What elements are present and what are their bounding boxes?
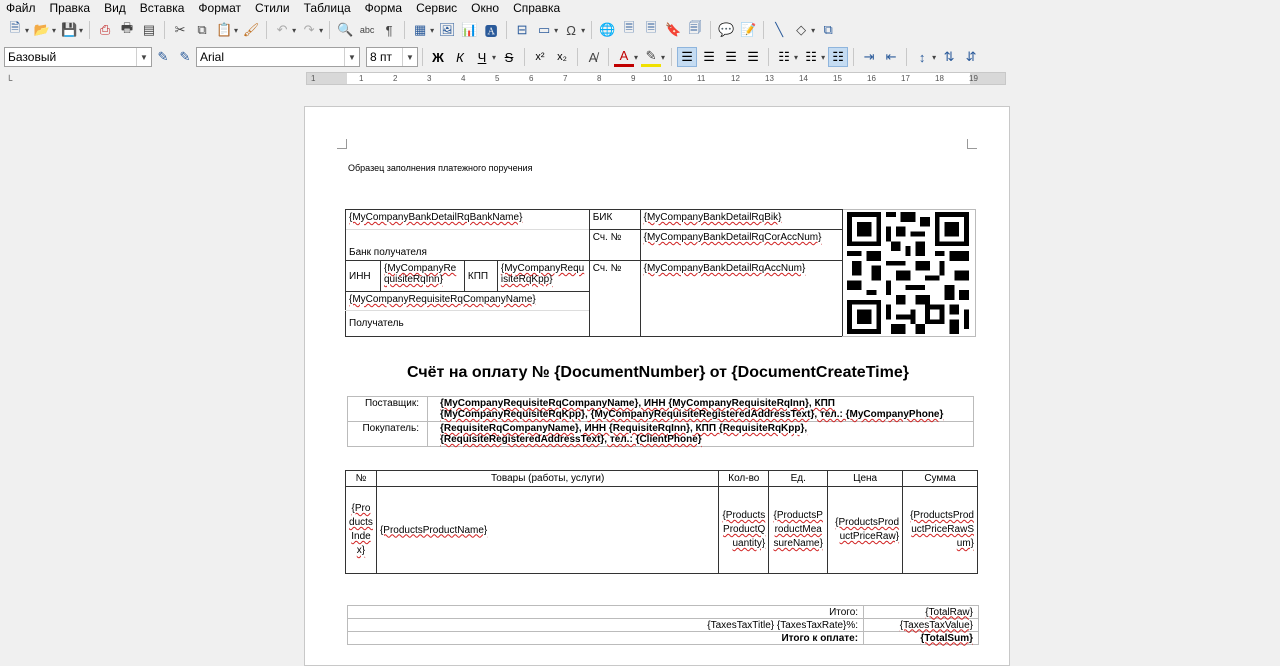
track-changes-icon[interactable]: 📝	[740, 22, 757, 37]
goods-header-number: №	[346, 471, 377, 487]
goods-index: {ProductsIndex}	[349, 503, 373, 556]
print-icon[interactable]: 🖶	[120, 20, 134, 35]
separator	[763, 21, 764, 39]
goods-quantity: {ProductsProductQuantity}	[722, 510, 766, 549]
ruler-tick: 19	[969, 74, 978, 83]
insert-field-icon[interactable]: ▭	[537, 22, 551, 37]
acc-label: Сч. №	[589, 261, 640, 337]
font-size-value: 8 пт	[370, 50, 393, 64]
pay-label: Итого к оплате:	[348, 632, 864, 645]
margin-corner	[337, 139, 347, 149]
kpp-label: КПП	[464, 261, 497, 292]
ruler-tick: 7	[563, 74, 568, 83]
pay-value: {TotalSum}	[920, 632, 973, 644]
goods-sum-cell	[903, 487, 978, 574]
buyer-label: Покупатель:	[348, 422, 428, 447]
tab-stop-icon[interactable]: └	[6, 75, 13, 85]
kpp-value: {MyCompanyRequisiteRqKpp}	[500, 263, 585, 285]
font-size-select[interactable]	[366, 47, 418, 67]
separator	[608, 48, 609, 66]
tax-cell	[864, 619, 979, 632]
bank-caption: Банк получателя	[346, 230, 590, 261]
print-preview-icon[interactable]: ▤	[142, 22, 156, 37]
endnote-icon[interactable]: 🗏	[645, 20, 657, 35]
export-pdf-icon[interactable]: ⎙	[99, 22, 111, 37]
underline-button[interactable]: Ч	[477, 49, 487, 65]
shapes-icon[interactable]: ◇	[796, 22, 807, 37]
line-spacing-icon[interactable]: ↕	[918, 49, 926, 65]
bik-label: БИК	[589, 210, 640, 230]
company-name: {MyCompanyRequisiteRqCompanyName}	[349, 294, 536, 305]
bold-button[interactable]: Ж	[432, 49, 444, 65]
new-document-icon[interactable]: 🗎	[9, 20, 21, 35]
ruler-tick: 5	[495, 74, 500, 83]
buyer-value: {RequisiteRqCompanyName}, ИНН {RequisiteRqInn}, КПП {RequisiteRqKpp}, {RequisiteRegisteredAddressText}, тел.: {ClientPhone}	[440, 423, 808, 445]
separator	[710, 21, 711, 39]
line-icon[interactable]: ╲	[775, 22, 784, 37]
menu-insert[interactable]: Вставка	[139, 1, 185, 15]
separator	[266, 21, 267, 39]
ruler-tick: 1	[359, 74, 364, 83]
menu-edit[interactable]: Правка	[49, 1, 91, 15]
subscript-button[interactable]: x₂	[557, 51, 567, 63]
draw-functions-icon[interactable]: ⧉	[823, 22, 833, 37]
menu-table[interactable]: Таблица	[303, 1, 351, 15]
buyer-cell	[428, 422, 974, 447]
ruler-tick: 3	[427, 74, 432, 83]
qr-code-image	[847, 211, 969, 335]
save-icon[interactable]: 💾	[60, 22, 78, 37]
new-style-icon[interactable]: ✎	[179, 49, 191, 64]
separator	[591, 21, 592, 39]
recipient-caption: Получатель	[346, 311, 590, 337]
copy-icon[interactable]: ⧉	[197, 22, 207, 37]
supplier-cell	[428, 397, 974, 422]
paste-icon[interactable]: 📋	[215, 22, 233, 37]
separator	[671, 48, 672, 66]
menu-styles[interactable]: Стили	[255, 1, 290, 15]
italic-button[interactable]: К	[456, 49, 464, 65]
font-color-icon[interactable]: A	[614, 47, 634, 67]
update-style-icon[interactable]: ✎	[157, 49, 169, 64]
menu-window[interactable]: Окно	[471, 1, 500, 15]
total-cell	[864, 606, 979, 619]
paragraph-style-value: Базовый	[8, 50, 57, 64]
highlight-color-icon[interactable]: ✎	[641, 47, 661, 67]
page-break-icon[interactable]: ⊟	[516, 22, 528, 37]
menu-bar	[0, 0, 1280, 16]
menu-view[interactable]: Вид	[104, 1, 126, 15]
supplier-label: Поставщик:	[348, 397, 428, 422]
inn-label: ИНН	[346, 261, 381, 292]
bik-cell	[640, 210, 842, 230]
bik-value: {MyCompanyBankDetailRqBik}	[643, 212, 782, 223]
pay-cell	[864, 632, 979, 645]
parties-table	[347, 396, 974, 447]
formatting-toolbar: Базовый ▼ ✎ ✎ Arial ▼ 8 пт ▼ Ж К Ч ▾ S x² x₂ A̸ A ▾ ✎ ▾ ☰ ☰ ☰ ☰ ☷ ▾ ☷ ▾ ☷ ⇥ ⇤ ↕ ▾ ⇅ ⇵	[0, 45, 1280, 69]
sample-title: Образец заполнения платежного поручения	[348, 163, 533, 173]
ruler-tick: 17	[901, 74, 910, 83]
justify-icon[interactable]: ☰	[747, 49, 759, 64]
ruler-tick: 4	[461, 74, 466, 83]
ruler-tick: 14	[799, 74, 808, 83]
cor-acc-label: Сч. №	[589, 230, 640, 261]
bank-name-cell	[346, 210, 590, 230]
ruler-tick: 12	[731, 74, 740, 83]
ruler-tick: 15	[833, 74, 842, 83]
separator	[577, 48, 578, 66]
increase-paragraph-spacing-icon[interactable]: ⇅	[943, 49, 955, 64]
ruler-tick: 1	[311, 74, 316, 83]
decrease-indent-icon[interactable]: ⇤	[885, 49, 897, 64]
outline-list-icon[interactable]: ☷	[828, 47, 848, 67]
undo-icon[interactable]: ↶	[276, 22, 288, 37]
goods-price-cell	[828, 487, 903, 574]
menu-form[interactable]: Форма	[364, 1, 403, 15]
menu-format[interactable]: Формат	[198, 1, 242, 15]
goods-name-cell	[376, 487, 718, 574]
goods-quantity-cell	[719, 487, 769, 574]
clear-formatting-icon[interactable]: A̸	[588, 49, 598, 65]
document-page[interactable]	[304, 106, 1010, 666]
font-name-value: Arial	[200, 50, 225, 64]
font-name-select[interactable]	[196, 47, 360, 67]
cor-acc-value: {MyCompanyBankDetailRqCorAccNum}	[643, 232, 822, 243]
goods-name: {ProductsProductName}	[379, 524, 488, 536]
separator	[853, 48, 854, 66]
acc-cell	[640, 261, 842, 337]
insert-table-icon[interactable]: ▦	[413, 22, 427, 37]
separator	[422, 48, 423, 66]
invoice-title: Счёт на оплату № {DocumentNumber} от {DocumentCreateTime}	[407, 364, 909, 381]
goods-unit-cell	[769, 487, 828, 574]
margin-corner	[967, 139, 977, 149]
separator	[164, 21, 165, 39]
insert-chart-icon[interactable]: 📊	[461, 22, 478, 37]
inn-cell	[380, 261, 464, 292]
menu-tools[interactable]: Сервис	[416, 1, 458, 15]
goods-header-price: Цена	[828, 471, 903, 487]
goods-price: {ProductsProductPriceRaw}	[835, 517, 900, 542]
goods-table	[345, 470, 978, 574]
chevron-down-icon[interactable]: ▼	[136, 48, 151, 66]
ruler-tick: 9	[631, 74, 636, 83]
goods-header-name: Товары (работы, услуги)	[376, 471, 718, 487]
align-left-icon[interactable]: ☰	[677, 47, 697, 67]
insert-textbox-icon[interactable]: 🅰	[484, 23, 498, 39]
separator	[524, 48, 525, 66]
supplier-value: {MyCompanyRequisiteRqCompanyName}, ИНН {MyCompanyRequisiteRqInn}, КПП {MyCompanyRequisiteRqKpp}, {MyCompanyRequisiteRegisteredAddressText}, тел.: {MyCompanyPhone}	[440, 398, 944, 420]
chevron-down-icon[interactable]: ▼	[344, 48, 359, 66]
ruler-tick: 2	[393, 74, 398, 83]
numbered-list-icon[interactable]: ☷	[805, 49, 817, 64]
align-center-icon[interactable]: ☰	[703, 49, 715, 64]
separator	[506, 21, 507, 39]
total-value: {TotalRaw}	[925, 606, 973, 618]
separator	[768, 48, 769, 66]
cross-reference-icon[interactable]: 🗐	[688, 20, 702, 35]
bank-name: {MyCompanyBankDetailRqBankName}	[349, 212, 523, 223]
insert-image-icon[interactable]: 🖼	[438, 22, 456, 37]
total-label: Итого:	[348, 606, 864, 619]
increase-indent-icon[interactable]: ⇥	[863, 49, 875, 64]
ruler-tick: 13	[765, 74, 774, 83]
standard-toolbar: 🗎 ▾ 📂 ▾ 💾 ▾ ⎙ 🖶 ▤ ✂ ⧉ 📋 ▾ 🖌 ↶ ▾ ↷ ▾ 🔍 abc ¶ ▦ ▾ 🖼 📊 🅰 ⊟ ▭ ▾ Ω ▾ 🌐 🗏 🗏 🔖 🗐 💬 📝 ╲ ◇ ▾ ⧉	[0, 17, 1280, 43]
bullet-list-icon[interactable]: ☷	[778, 49, 790, 64]
goods-header-sum: Сумма	[903, 471, 978, 487]
hyperlink-icon[interactable]: 🌐	[599, 22, 616, 37]
decrease-paragraph-spacing-icon[interactable]: ⇵	[965, 49, 977, 64]
superscript-button[interactable]: x²	[535, 51, 545, 63]
ruler-tick: 11	[697, 74, 706, 83]
ruler-tick: 10	[663, 74, 672, 83]
bookmark-icon[interactable]: 🔖	[665, 22, 682, 37]
menu-file[interactable]: Файл	[6, 1, 36, 15]
acc-value: {MyCompanyBankDetailRqAccNum}	[643, 263, 806, 274]
separator	[906, 48, 907, 66]
separator	[404, 21, 405, 39]
goods-unit: {ProductsProductMeasureName}	[773, 510, 823, 549]
paragraph-style-select[interactable]	[4, 47, 152, 67]
horizontal-ruler[interactable]	[306, 72, 1006, 85]
menu-help[interactable]: Справка	[513, 1, 561, 15]
ruler-tick: 8	[597, 74, 602, 83]
open-folder-icon[interactable]: 📂	[33, 22, 51, 37]
formatting-marks-icon[interactable]: ¶	[385, 22, 393, 38]
tax-value: {TaxesTaxValue}	[899, 619, 973, 631]
find-replace-icon[interactable]: 🔍	[337, 22, 354, 37]
cut-icon[interactable]: ✂	[174, 22, 186, 37]
separator	[329, 21, 330, 39]
totals-table	[347, 605, 979, 645]
tax-label: {TaxesTaxTitle} {TaxesTaxRate}%:	[348, 619, 864, 632]
ruler-tick: 16	[867, 74, 876, 83]
special-character-icon[interactable]: Ω	[566, 22, 576, 38]
separator	[89, 21, 90, 39]
goods-header-unit: Ед.	[769, 471, 828, 487]
chevron-down-icon[interactable]: ▼	[402, 48, 417, 66]
goods-header-quantity: Кол-во	[719, 471, 769, 487]
footnote-icon[interactable]: 🗏	[623, 20, 635, 35]
spelling-icon[interactable]: abc	[359, 25, 375, 35]
strikethrough-button[interactable]: S	[504, 49, 514, 65]
ruler-tick: 6	[529, 74, 534, 83]
align-right-icon[interactable]: ☰	[725, 49, 737, 64]
kpp-cell	[497, 261, 589, 292]
goods-sum: {ProductsProductPriceRawSum}	[910, 510, 974, 549]
ruler-tick: 18	[935, 74, 944, 83]
goods-index-cell	[346, 487, 377, 574]
clone-formatting-icon[interactable]: 🖌	[242, 22, 260, 37]
table-row	[346, 487, 978, 574]
redo-icon[interactable]: ↷	[303, 22, 315, 37]
cor-acc-cell	[640, 230, 842, 261]
company-cell	[346, 292, 590, 311]
comment-icon[interactable]: 💬	[718, 22, 735, 37]
inn-value: {MyCompanyRequisiteRqInn}	[383, 263, 457, 285]
